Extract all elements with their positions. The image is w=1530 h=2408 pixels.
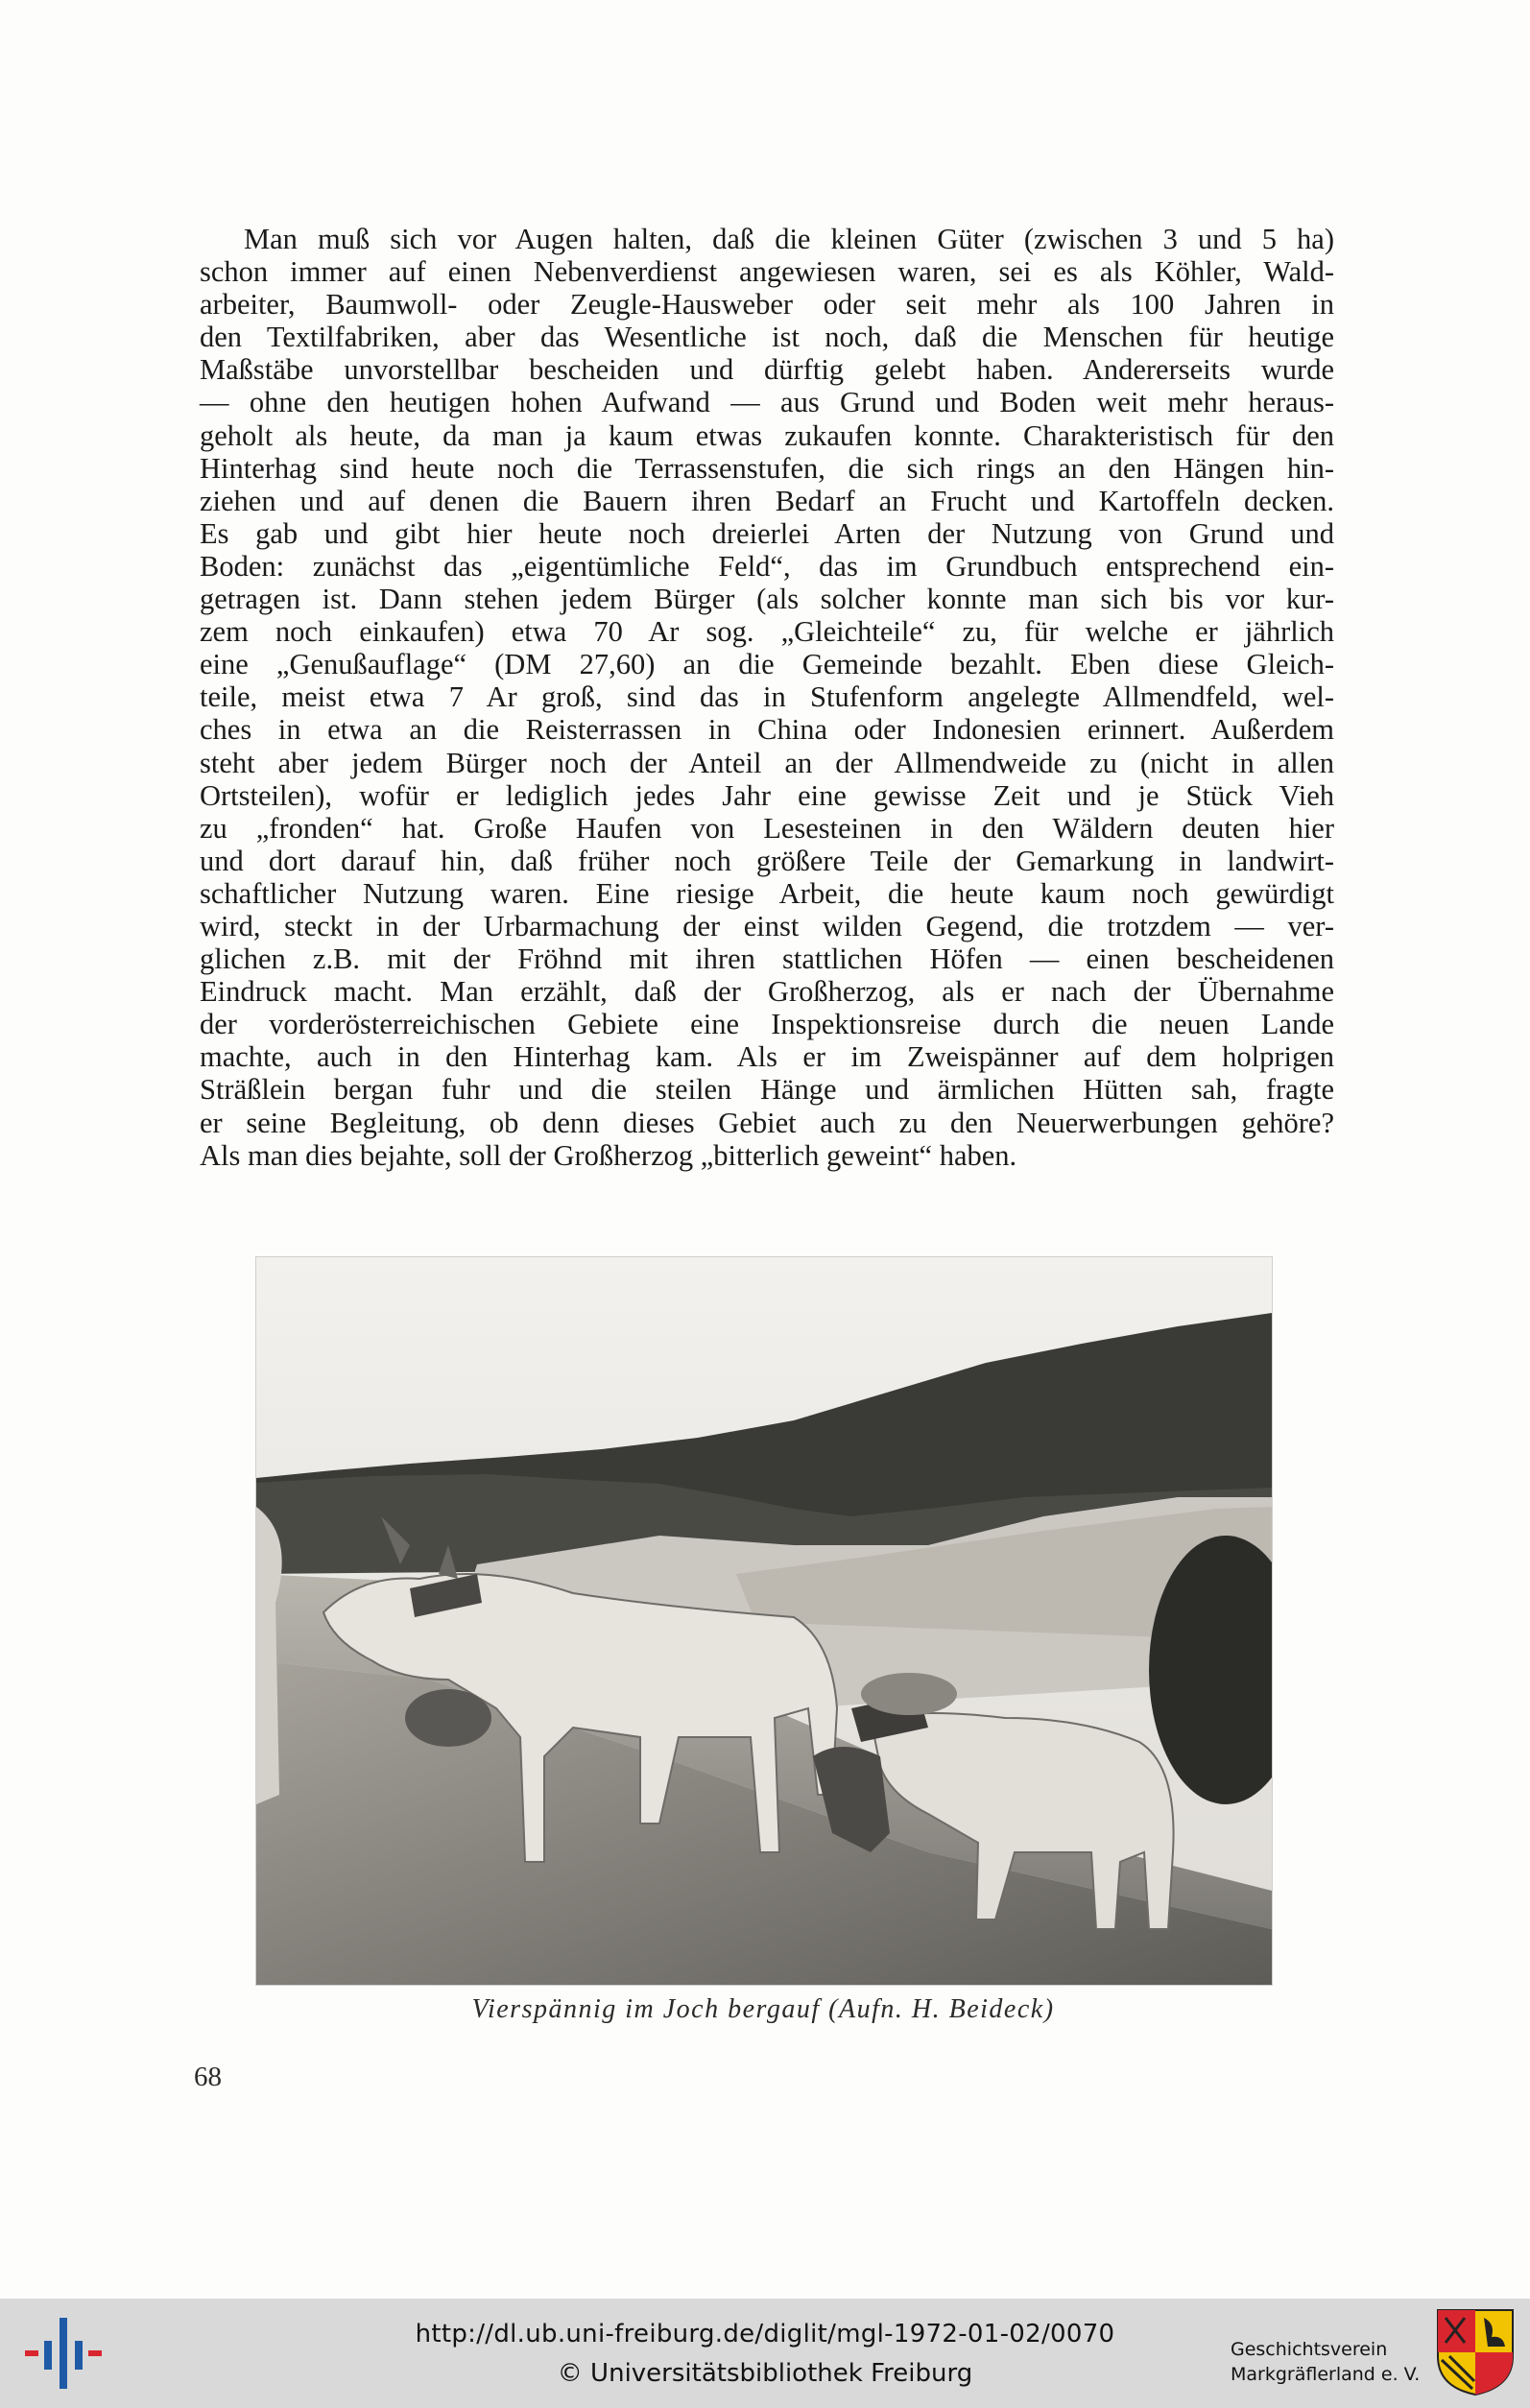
body-text-line: wird, steckt in der Urbarmachung der einst wilden Gegend, die trotzdem — ver- [200, 909, 1334, 942]
body-text-line: Hinterhag sind heute noch die Terrassenstufen, die sich rings an den Hängen hin- [200, 451, 1334, 485]
photograph-oxen-on-slope [255, 1256, 1273, 1986]
society-name-line2: Markgräflerland e. V. [1231, 2364, 1421, 2385]
body-text-line: arbeiter, Baumwoll- oder Zeugle-Hausweber oder seit mehr als 100 Jahren in [200, 288, 1334, 322]
body-text-line: Sträßlein bergan fuhr und die steilen Hänge und ärmlichen Hütten sah, fragte [200, 1073, 1334, 1107]
body-text-line: schaftlicher Nutzung waren. Eine riesige Arbeit, die heute kaum noch gewürdigt [200, 876, 1334, 910]
body-text-line: Ortsteilen), wofür er lediglich jedes Jahr eine gewisse Zeit und je Stück Vieh [200, 778, 1334, 812]
body-text-line: Man muß sich vor Augen halten, daß die kleinen Güter (zwischen 3 und 5 ha) [244, 223, 1334, 255]
body-text-line: zem noch einkaufen) etwa 70 Ar sog. „Gleichteile“ zu, für welche er jährlich [200, 615, 1334, 649]
body-text-line: er seine Begleitung, ob denn dieses Gebiet auch zu den Neuerwerbungen gehöre? [200, 1106, 1334, 1139]
body-text-line: Als man dies bejahte, soll der Großherzog „bitterlich geweint“ haben. [200, 1138, 1017, 1172]
body-text-line: machte, auch in den Hinterhag kam. Als er im Zweispänner auf dem holprigen [200, 1040, 1334, 1074]
footer-bar [0, 2299, 1530, 2408]
body-text-line: der vorderösterreichischen Gebiete eine Inspektionsreise durch die neuen Lande [200, 1008, 1334, 1041]
body-text [200, 223, 1334, 1172]
body-text-line: getragen ist. Dann stehen jedem Bürger (als solcher konnte man sich bis vor kur- [200, 583, 1334, 616]
body-text-line: steht aber jedem Bürger noch der Anteil an der Allmendweide zu (nicht in allen [200, 746, 1334, 779]
body-text-line: Boden: zunächst das „eigentümliche Feld“, das im Grundbuch entsprechend ein- [200, 549, 1334, 583]
body-text-line: und dort darauf hin, daß früher noch größere Teile der Gemarkung in landwirt- [200, 844, 1334, 877]
coat-of-arms-icon[interactable] [1436, 2308, 1515, 2396]
document-url-link[interactable]: http://dl.ub.uni-freiburg.de/diglit/mgl-1972-01-02/0070 [415, 2320, 1115, 2348]
body-text-line: Eindruck macht. Man erzählt, daß der Großherzog, als er nach der Übernahme [200, 975, 1334, 1009]
body-text-line: den Textilfabriken, aber das Wesentliche ist noch, daß die Menschen für heutige [200, 321, 1334, 354]
body-text-line: Maßstäbe unvorstellbar bescheiden und dürftig gelebt haben. Andererseits wurde [200, 353, 1334, 387]
body-text-line: ziehen und auf denen die Bauern ihren Bedarf an Frucht und Kartoffeln decken. [200, 484, 1334, 517]
society-name-line1: Geschichtsverein [1231, 2339, 1388, 2360]
body-text-line: — ohne den heutigen hohen Aufwand — aus Grund und Boden weit mehr heraus- [200, 386, 1334, 419]
body-text-line: glichen z.B. mit der Fröhnd mit ihren stattlichen Höfen — einen bescheidenen [200, 942, 1334, 976]
body-text-line: geholt als heute, da man ja kaum etwas zukaufen konnte. Charakteristisch für den [200, 418, 1334, 452]
photo-illustration [256, 1257, 1272, 1985]
figure-caption: Vierspännig im Joch bergauf (Aufn. H. Beideck) [471, 1994, 1055, 2024]
body-text-line: zu „fronden“ hat. Große Haufen von Lesesteinen in den Wäldern deuten hier [200, 811, 1334, 845]
society-name [1231, 2337, 1422, 2387]
body-text-line: eine „Genußauflage“ (DM 27,60) an die Gemeinde bezahlt. Eben diese Gleich- [200, 648, 1334, 681]
body-text-line: Es gab und gibt hier heute noch dreierlei Arten der Nutzung von Grund und [200, 516, 1334, 550]
body-text-line: teile, meist etwa 7 Ar groß, sind das in Stufenform angelegte Allmendfeld, wel- [200, 680, 1334, 714]
body-text-line: schon immer auf einen Nebenverdienst angewiesen waren, sei es als Köhler, Wald- [200, 255, 1334, 289]
page-number: 68 [194, 2062, 222, 2092]
copyright-text: © Universitätsbibliothek Freiburg [557, 2359, 973, 2388]
body-text-line: ches in etwa an die Reisterrassen in China oder Indonesien erinnert. Außerdem [200, 713, 1334, 747]
